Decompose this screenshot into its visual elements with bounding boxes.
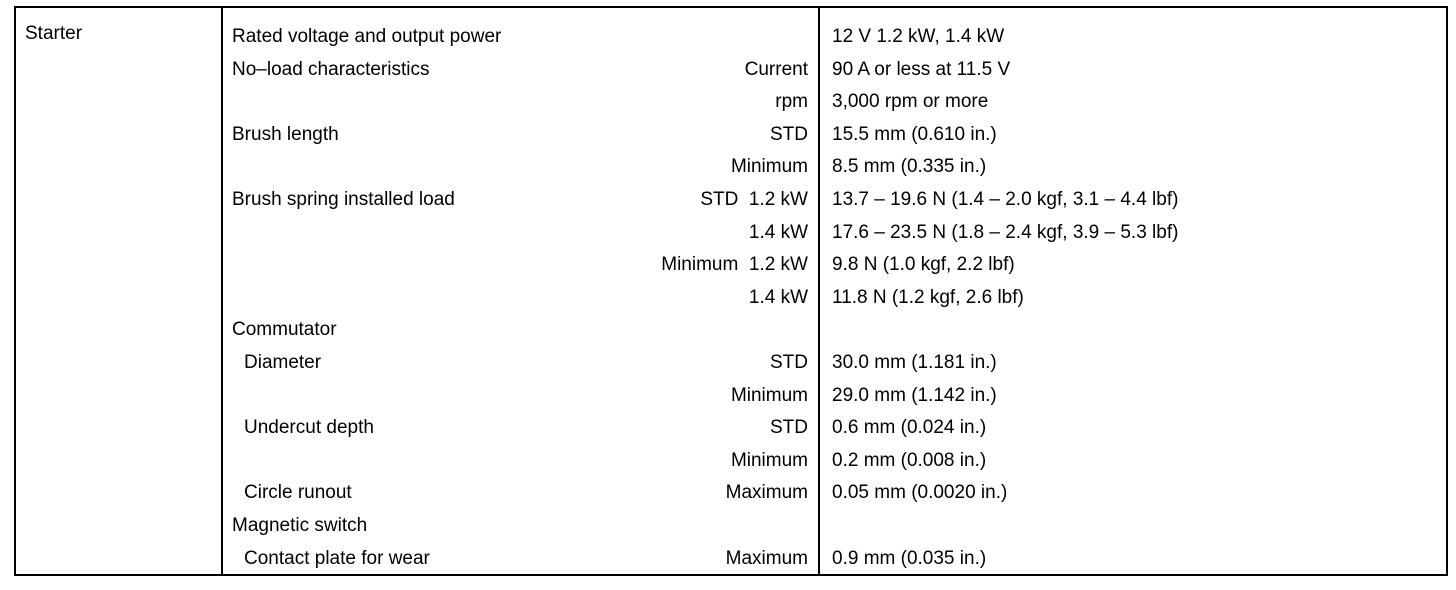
section-label: Starter — [25, 23, 83, 44]
row-value: 29.0 mm (1.142 in.) — [832, 384, 997, 406]
table-row — [16, 281, 1446, 314]
row-item-label: Diameter — [244, 352, 322, 373]
row-condition: Maximum — [725, 547, 808, 569]
table-row — [16, 444, 1446, 477]
row-value: 0.2 mm (0.008 in.) — [832, 449, 987, 471]
row-value: 0.05 mm (0.0020 in.) — [832, 482, 1008, 504]
table-row — [16, 150, 1446, 183]
row-item-label: Magnetic switch — [232, 515, 368, 536]
row-value: 90 A or less at 11.5 V — [832, 58, 1011, 80]
table-row — [16, 53, 1446, 86]
table-row — [16, 183, 1446, 216]
table-row — [16, 411, 1446, 444]
row-condition: Minimum — [730, 156, 808, 178]
table-row — [16, 379, 1446, 412]
row-condition: STD — [770, 352, 808, 373]
table-row — [16, 20, 1446, 53]
row-condition: STD — [770, 123, 808, 145]
row-item-label: Rated voltage and output power — [232, 26, 502, 47]
row-condition: STD — [770, 417, 808, 439]
row-condition: rpm — [775, 91, 808, 113]
row-condition: Minimum — [730, 449, 808, 471]
table-row — [16, 509, 1446, 542]
row-item-label: Circle runout — [244, 482, 352, 504]
row-condition: Maximum — [725, 482, 808, 504]
row-value: 0.9 mm (0.035 in.) — [832, 547, 987, 569]
row-item-label: Commutator — [232, 319, 337, 341]
row-value: 8.5 mm (0.335 in.) — [832, 156, 987, 178]
table-row — [16, 542, 1446, 575]
row-condition: Minimum 1.2 kW — [661, 254, 808, 276]
row-condition: Current — [744, 58, 808, 80]
row-item-label: Brush spring installed load — [232, 189, 455, 210]
row-value: 30.0 mm (1.181 in.) — [832, 352, 997, 373]
table-row — [16, 476, 1446, 509]
row-value: 17.6 – 23.5 N (1.8 – 2.4 kgf, 3.9 – 5.3 lbf) — [832, 221, 1179, 243]
table-row — [16, 346, 1446, 379]
row-condition: Minimum — [730, 384, 808, 406]
row-value: 15.5 mm (0.610 in.) — [832, 123, 997, 145]
row-value: 12 V 1.2 kW, 1.4 kW — [832, 26, 1005, 47]
row-value: 9.8 N (1.0 kgf, 2.2 lbf) — [832, 254, 1015, 276]
table-row — [16, 216, 1446, 249]
table-row — [16, 118, 1446, 151]
row-value: 3,000 rpm or more — [832, 91, 989, 113]
spec-table — [14, 6, 1448, 576]
row-item-label: Undercut depth — [244, 417, 374, 439]
row-item-label: No–load characteristics — [232, 58, 430, 80]
row-value: 0.6 mm (0.024 in.) — [832, 417, 987, 439]
table-row — [16, 85, 1446, 118]
row-value: 11.8 N (1.2 kgf, 2.6 lbf) — [832, 286, 1024, 308]
row-item-label: Contact plate for wear — [244, 547, 430, 569]
row-value: 13.7 – 19.6 N (1.4 – 2.0 kgf, 3.1 – 4.4 lbf) — [832, 189, 1179, 210]
row-item-label: Brush length — [232, 123, 339, 145]
row-condition: 1.4 kW — [748, 286, 808, 308]
row-condition: 1.4 kW — [748, 221, 808, 243]
table-row — [16, 313, 1446, 346]
table-row — [16, 248, 1446, 281]
row-condition: STD 1.2 kW — [700, 189, 808, 210]
